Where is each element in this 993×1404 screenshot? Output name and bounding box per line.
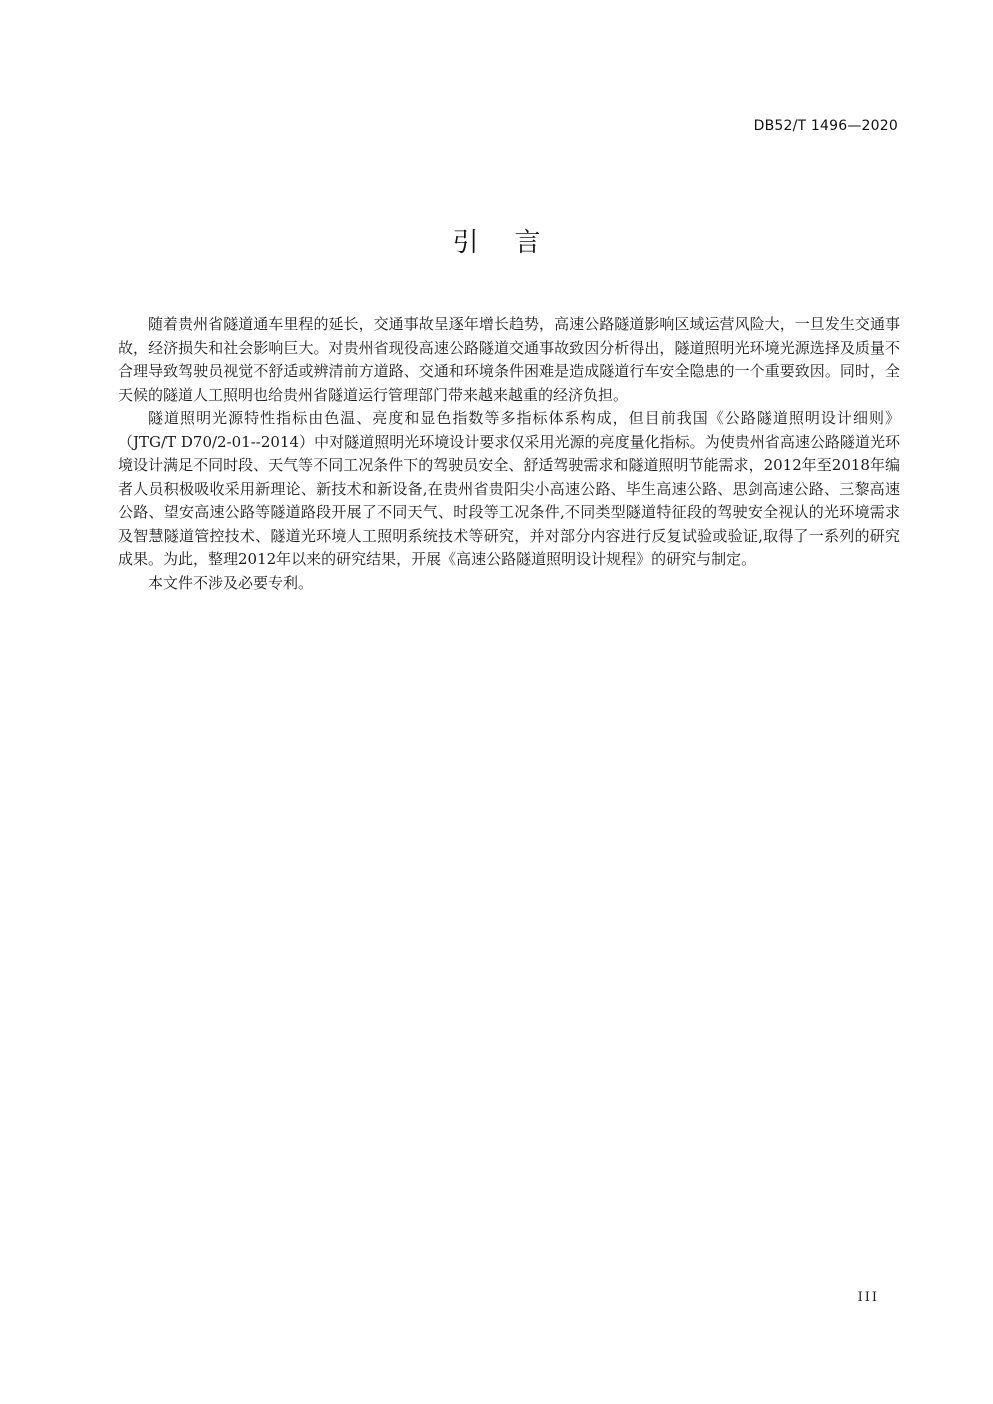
- page-number: III: [857, 1290, 879, 1305]
- paragraph-1: 随着贵州省隧道通车里程的延长，交通事故呈逐年增长趋势，高速公路隧道影响区域运营风险大，一旦发生交通事故，经济损失和社会影响巨大。对贵州省现役高速公路隧道交通事故致因分析得出，隧道照明光环境光源选择及质量不合理导致驾驶员视觉不舒适或辨清前方道路、交通和环境条件困难是造成隧道行车安全隐患的一个重要致因。同时，全天候的隧道人工照明也给贵州省隧道运行管理部门带来越来越重的经济负担。: [118, 315, 900, 404]
- document-code: DB52/T 1496—2020: [753, 118, 898, 134]
- paragraph-3: 本文件不涉及必要专利。: [148, 573, 314, 592]
- page-title: 引言: [452, 228, 577, 258]
- body-text: [118, 313, 900, 595]
- paragraph-2: 隧道照明光源特性指标由色温、亮度和显色指数等多指标体系构成，但目前我国《公路隧道照明设计细则》（JTG/T D70/2-01--2014）中对隧道照明光环境设计要求仅采用光源的亮度量化指标。为使贵州省高速公路隧道光环境设计满足不同时段、天气等不同工况条件下的驾驶员安全、舒适驾驶需求和隧道照明节能需求，2012年至2018年编者人员积极吸收采用新理论、新技术和新设备,在贵州省贵阳尖小高速公路、毕生高速公路、思剑高速公路、三黎高速公路、望安高速公路等隧道路段开展了不同天气、时段等工况条件,不同类型隧道特征段的驾驶安全视认的光环境需求及智慧隧道管控技术、隧道光环境人工照明系统技术等研究，并对部分内容进行反复试验或验证,取得了一系列的研究成果。为此，整理2012年以来的研究结果，开展《高速公路隧道照明设计规程》的研究与制定。: [118, 409, 900, 568]
